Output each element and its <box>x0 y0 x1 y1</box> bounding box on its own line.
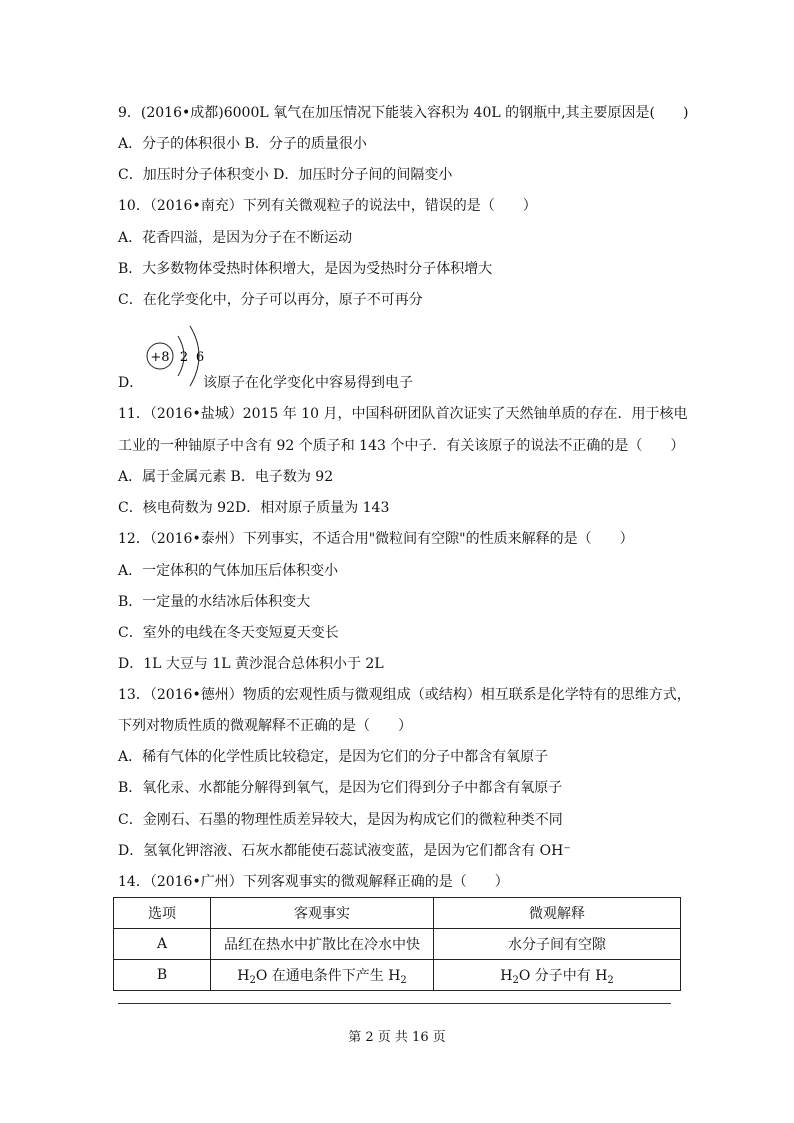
row-a-fact: 品红在热水中扩散比在冷水中快 <box>211 929 434 960</box>
table-row <box>114 929 681 960</box>
q11-options-cd: C．核电荷数为 92D．相对原子质量为 143 <box>118 500 390 516</box>
q11-options-ab: A．属于金属元素 B．电子数为 92 <box>118 469 334 485</box>
q10-option-d-label: D． <box>118 375 144 391</box>
q13-option-a: A．稀有气体的化学性质比较稳定，是因为它们的分子中都含有氧原子 <box>118 749 549 765</box>
header-option: 选项 <box>114 898 211 929</box>
shell2-electrons: 6 <box>195 350 205 365</box>
q12-option-d: D．1L 大豆与 1L 黄沙混合总体积小于 2L <box>118 656 384 672</box>
q13-option-c: C．金刚石、石墨的物理性质差异较大，是因为构成它们的微粒种类不同 <box>118 812 563 828</box>
footer-divider <box>118 1003 671 1004</box>
q13-option-b: B．氧化汞、水都能分解得到氧气，是因为它们得到分子中都含有氧原子 <box>118 780 563 796</box>
q9-options-ab: A．分子的体积很小 B．分子的质量很小 <box>118 136 367 152</box>
page-number: 第 2 页 共 16 页 <box>348 1030 446 1045</box>
q12-option-a: A．一定体积的气体加压后体积变小 <box>118 563 339 579</box>
row-b-fact: $H_2O$ 在通电条件下产生 $H_2$ <box>211 960 434 991</box>
q10-stem: 10．（2016•南充）下列有关微观粒子的说法中，错误的是（ ） <box>118 198 537 214</box>
q13-stem-line1: 13．（2016•德州）物质的宏观性质与微观组成（或结构）相互联系是化学特有的思维方式， <box>118 687 691 703</box>
q12-stem: 12．（2016•泰州）下列事实，不适合用"微粒间有空隙"的性质来解释的是（ ） <box>118 531 634 547</box>
q9-options-cd: C．加压时分子体积变小 D．加压时分子间的间隔变小 <box>118 167 453 183</box>
nucleus-charge: +8 <box>150 350 170 365</box>
q14-stem: 14．（2016•广州）下列客观事实的微观解释正确的是（ ） <box>118 874 509 890</box>
q10-option-a: A．花香四溢，是因为分子在不断运动 <box>118 230 353 246</box>
q10-option-c: C．在化学变化中，分子可以再分，原子不可再分 <box>118 292 423 308</box>
q14-options-table <box>113 897 681 991</box>
row-a-explanation: 水分子间有空隙 <box>434 929 681 960</box>
q9-stem: 9．(2016•成都)6000L 氧气在加压情况下能装入容积为 40L 的钢瓶中,其主要原因是( ) <box>118 105 689 121</box>
header-explanation: 微观解释 <box>434 898 681 929</box>
header-fact: 客观事实 <box>211 898 434 929</box>
q10-option-b: B．大多数物体受热时体积增大，是因为受热时分子体积增大 <box>118 261 493 277</box>
q13-option-d: D．氢氧化钾溶液、石灰水都能使石蕊试液变蓝，是因为它们都含有 OH⁻ <box>118 843 571 859</box>
row-b-explanation: $H_2O$ 分子中有 $H_2$ <box>434 960 681 991</box>
q11-stem-line2: 工业的一种铀原子中含有 92 个质子和 143 个中子．有关该原子的说法不正确的是（ ） <box>118 438 685 454</box>
q11-stem-line1: 11．（2016•盐城）2015 年 10 月，中国科研团队首次证实了天然铀单质的存在．用于核电 <box>118 406 688 422</box>
table-header-row <box>114 898 681 929</box>
q12-option-b: B．一定量的水结冰后体积变大 <box>118 594 311 610</box>
q10-option-d-text: 该原子在化学变化中容易得到电子 <box>203 375 413 391</box>
row-b-option: B <box>114 960 211 991</box>
row-a-option: A <box>114 929 211 960</box>
table-row <box>114 960 681 991</box>
q12-option-c: C．室外的电线在冬天变短夏天变长 <box>118 625 339 641</box>
q13-stem-line2: 下列对物质性质的微观解释不正确的是（ ） <box>118 718 412 734</box>
shell1-electrons: 2 <box>179 350 189 365</box>
